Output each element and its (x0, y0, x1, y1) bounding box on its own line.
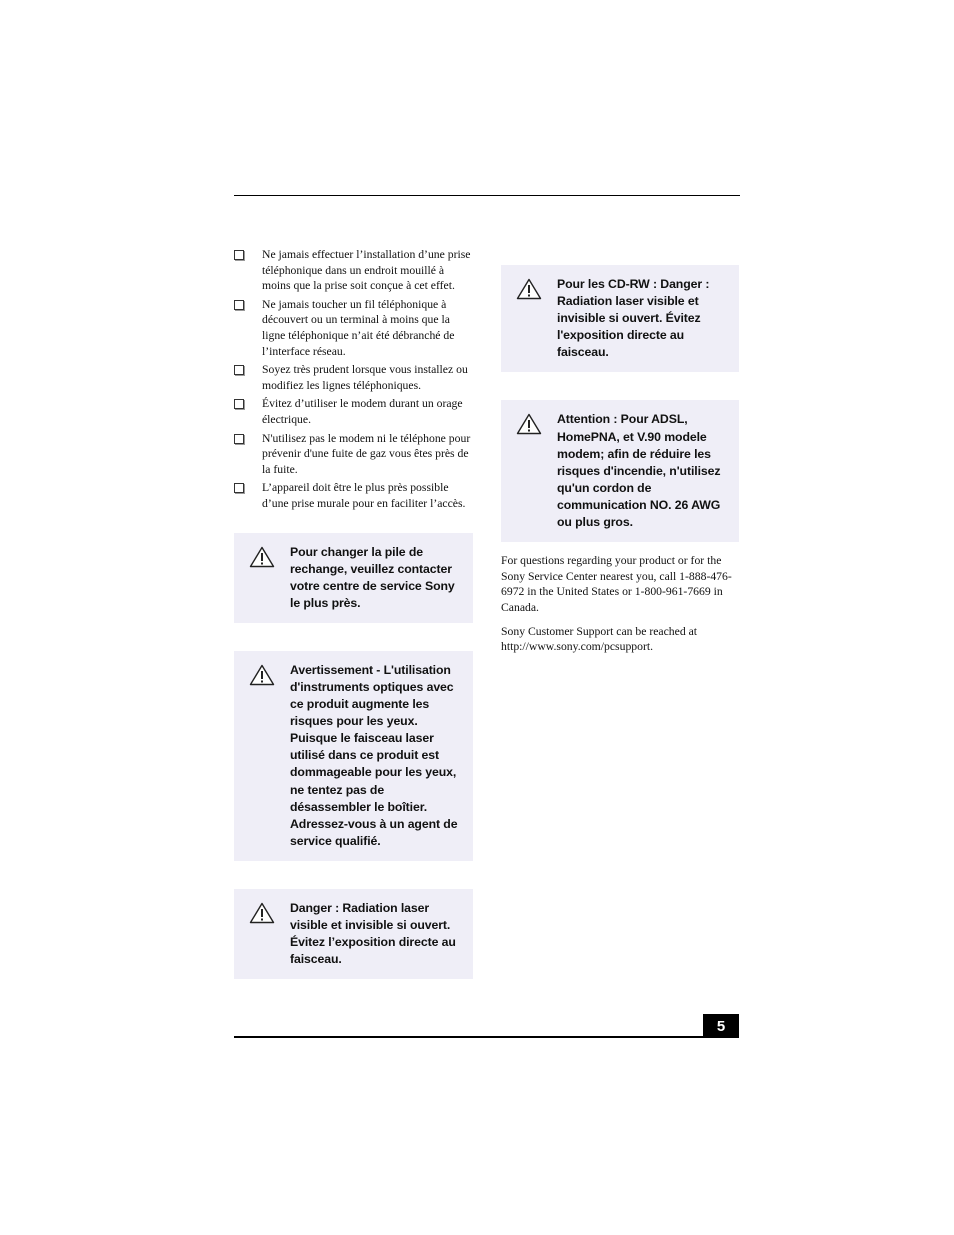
warning-triangle-icon (234, 544, 290, 568)
warning-box-modem (501, 400, 739, 542)
checkbox-bullet-icon (234, 483, 244, 493)
support-url-paragraph: Sony Customer Support can be reached at http://www.sony.com/pcsupport. (501, 624, 698, 654)
warning-triangle-icon (501, 276, 557, 300)
bullet-text: Ne jamais toucher un fil téléphonique à découvert ou un terminal à moins que la ligne téléphonique n’ait été débranché de l’interface réseau. (262, 297, 455, 358)
warning-box-laser (234, 889, 473, 979)
bullet-text: Évitez d’utiliser le modem durant un orage électrique. (262, 397, 463, 426)
warning-triangle-icon (234, 900, 290, 924)
list-item (234, 362, 473, 393)
warning-text: Pour les CD-RW : Danger : Radiation laser visible et invisible si ouvert. Évitez l'exposition directe au faisceau. (557, 277, 710, 360)
warning-triangle-icon (234, 662, 290, 686)
header-rule (234, 195, 740, 196)
warning-text: Avertissement - L'utilisation d'instruments optiques avec ce produit augmente les risques pour les yeux. Puisque le faisceau laser utilisé dans ce produit est dommageable pour les yeux, ne tentez pas de désassembler le boîtier. Adressez-vous à un agent de service qualifié. (290, 662, 458, 848)
list-item (234, 297, 473, 359)
checkbox-bullet-icon (234, 399, 244, 409)
bullet-text: L’appareil doit être le plus près possible d’une prise murale pour en faciliter l’accès. (262, 481, 466, 510)
checkbox-bullet-icon (234, 300, 244, 310)
bullet-text: N'utilisez pas le modem ni le téléphone pour prévenir d'une fuite de gaz vous êtes près de la fuite. (262, 431, 471, 476)
right-column (501, 265, 739, 663)
list-item (234, 480, 473, 511)
bullet-text: Soyez très prudent lorsque vous installez ou modifiez les lignes téléphoniques. (262, 363, 468, 392)
warning-text: Attention : Pour ADSL, HomePNA, et V.90 modele modem; afin de réduire les risques d'incendie, n'utilisez qu'un cordon de communication NO. 26 AWG ou plus gros. (557, 412, 721, 530)
left-column (234, 247, 473, 979)
list-item (234, 396, 473, 427)
checkbox-bullet-icon (234, 250, 244, 260)
checkbox-bullet-icon (234, 365, 244, 375)
support-contact-paragraph: For questions regarding your product or for the Sony Service Center nearest you, call 1-888-476-6972 in the United States or 1-800-961-7669 in Canada. (501, 554, 732, 614)
page-number: 5 (703, 1014, 739, 1038)
bullet-text: Ne jamais effectuer l’installation d’une prise téléphonique dans un endroit mouillé à moins que la prise soit conçue à cet effet. (262, 248, 471, 293)
warning-box-battery (234, 533, 473, 623)
footer-rule (234, 1036, 739, 1038)
warning-triangle-icon (501, 411, 557, 435)
list-item (234, 431, 473, 478)
warning-box-cdrw (501, 265, 739, 372)
warning-text: Danger : Radiation laser visible et invisible si ouvert. Évitez l’exposition directe au faisceau. (290, 900, 456, 967)
warning-box-optical (234, 651, 473, 861)
warning-text: Pour changer la pile de rechange, veuillez contacter votre centre de service Sony le plus près. (290, 544, 455, 610)
list-item (234, 247, 473, 294)
safety-bullet-list (234, 247, 473, 512)
checkbox-bullet-icon (234, 434, 244, 444)
